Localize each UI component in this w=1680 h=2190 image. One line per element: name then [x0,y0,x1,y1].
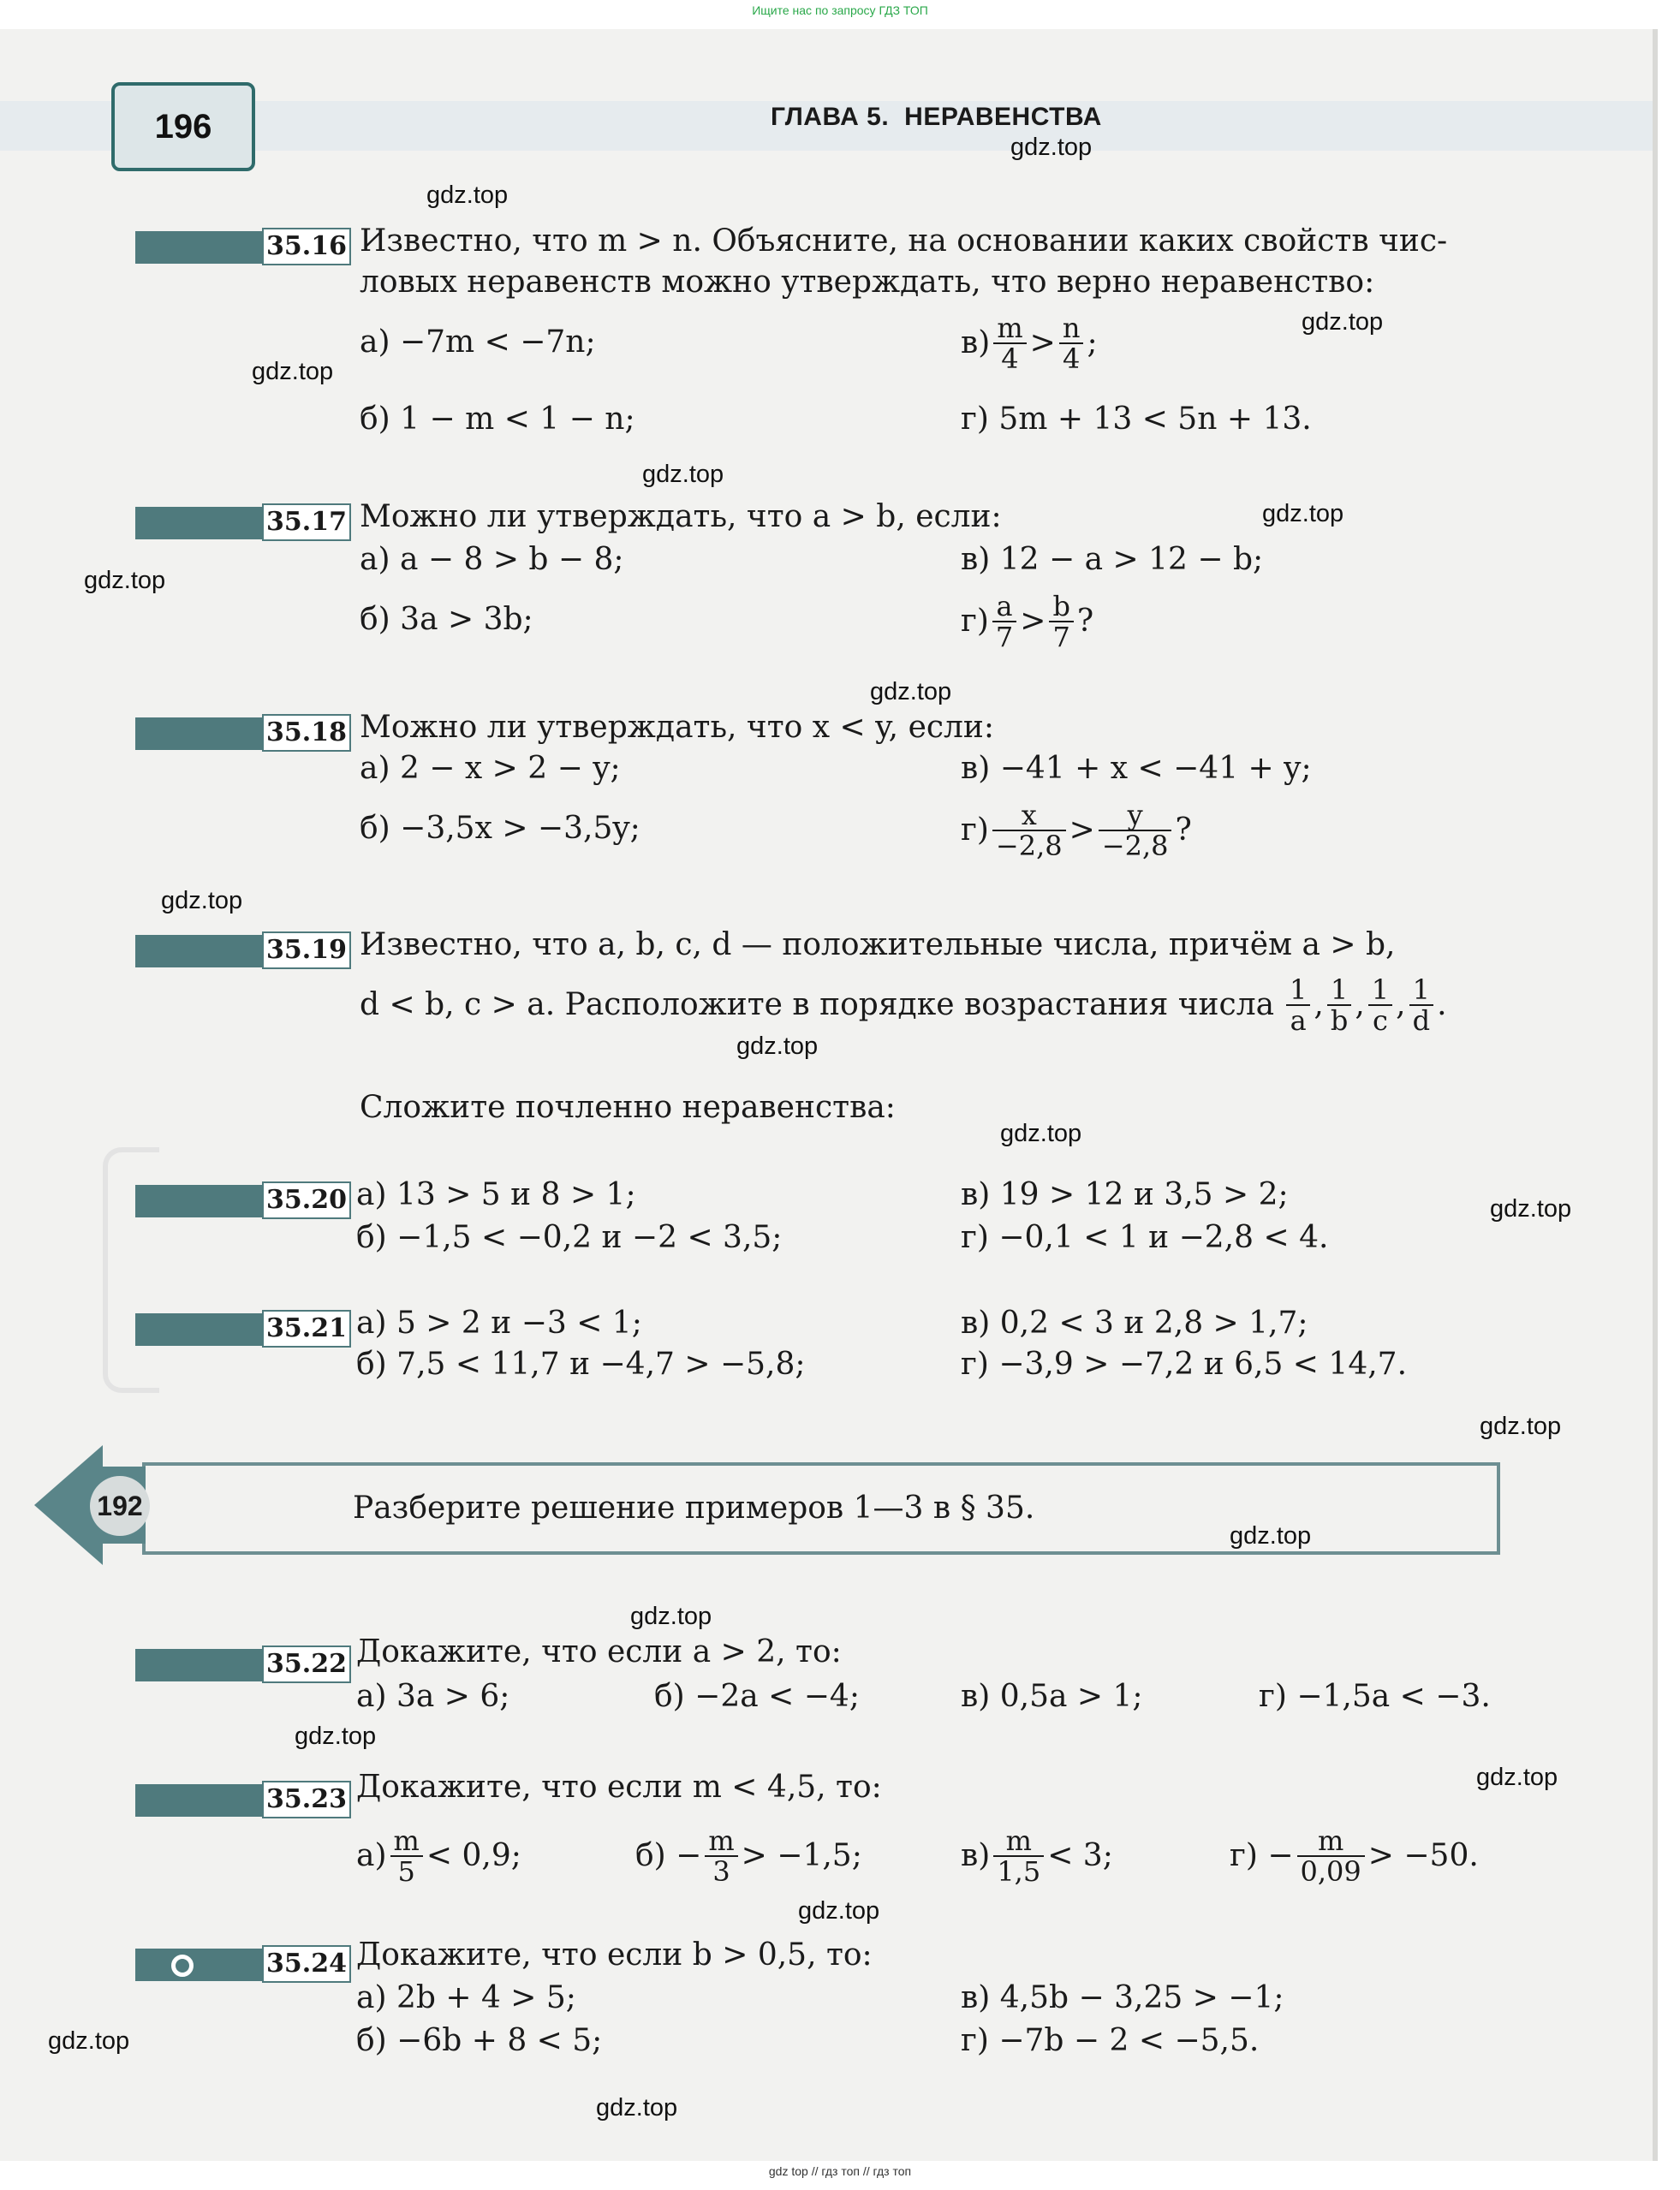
page-number: 196 [111,82,255,171]
problem-number-tag [135,1181,349,1217]
option-v [961,1825,1113,1887]
watermark: gdz.top [426,182,509,209]
watermark: gdz.top [1302,308,1384,336]
problem-number: 35.19 [262,931,351,969]
option-v: в) 0,2 < 3 и 2,8 > 1,7; [961,1306,1308,1341]
problem-number: 35.23 [262,1781,351,1818]
option-a: а) a − 8 > b − 8; [360,542,624,577]
watermark: gdz.top [642,461,724,488]
option-a: а) 2b + 4 > 5; [356,1980,576,2015]
problem-number-tag [135,931,349,967]
top-note: Ищите нас по запросу ГДЗ ТОП [752,3,928,17]
numerator: m [705,1826,737,1857]
watermark: gdz.top [736,1033,819,1060]
problem-number-tag [135,1781,349,1817]
watermark: gdz.top [252,358,334,385]
watermark: gdz.top [1476,1764,1558,1791]
problem-number-tag [135,1945,349,1981]
watermark: gdz.top [1010,134,1093,161]
problem-number-tag [135,1645,349,1681]
denominator: 4 [1062,342,1081,375]
problem-text: ловых неравенств можно утверждать, что верно неравенство: [360,265,1375,300]
option-v: в) 0,5a > 1; [961,1679,1143,1714]
watermark: gdz.top [295,1723,377,1750]
denominator: 1,5 [997,1855,1041,1888]
option-label: в) [961,325,991,360]
bottom-note: gdz top // гдз топ // гдз топ [768,2164,912,2178]
denominator: 5 [397,1855,415,1888]
option-a: а) 5 > 2 и −3 < 1; [356,1306,642,1341]
denominator: d [1412,1004,1431,1037]
problem-text: Докажите, что если b > 0,5, то: [356,1937,873,1973]
option-b: б) −1,5 < −0,2 и −2 < 3,5; [356,1220,783,1255]
option-b: б) −3,5x > −3,5y; [360,811,640,846]
option-b: б) 3a > 3b; [360,602,533,637]
problem-number: 35.18 [262,714,351,752]
watermark: gdz.top [596,2094,678,2122]
problem-number: 35.20 [262,1181,351,1219]
option-g [961,591,1093,652]
denominator: b [1330,1004,1349,1037]
punctuation: ; [1087,325,1098,360]
denominator: −2,8 [995,830,1063,862]
problem-text: Известно, что m > n. Объясните, на основании каких свойств чис- [360,223,1448,259]
numerator: y [1099,800,1172,831]
problem-number: 35.21 [262,1310,351,1348]
denominator: 3 [712,1855,730,1888]
problem-text: Можно ли утверждать, что x < y, если: [360,710,995,745]
option-g: г) −7b − 2 < −5,5. [961,2023,1260,2058]
watermark: gdz.top [1262,500,1344,527]
problem-number-tag [135,1310,349,1346]
denominator: −2,8 [1101,830,1169,862]
denominator: 0,09 [1300,1855,1361,1888]
circle-marker-icon [171,1955,194,1977]
option-g: г) −3,9 > −7,2 и 6,5 < 14,7. [961,1347,1408,1382]
option-a: а) 2 − x > 2 − y; [360,751,621,786]
operator: > [1069,812,1095,848]
problem-text: Докажите, что если a > 2, то: [356,1634,842,1669]
problem-number-tag [135,503,349,539]
numerator: x [992,800,1066,831]
option-g: г) 5m + 13 < 5n + 13. [961,402,1312,437]
option-label: г) [961,812,989,848]
problem-number-tag [135,228,349,264]
watermark: gdz.top [870,678,952,705]
denominator: c [1373,1004,1388,1037]
problem-number: 35.22 [262,1645,351,1683]
option-v: в) 19 > 12 и 3,5 > 2; [961,1177,1289,1212]
option-label: г) − [1230,1838,1294,1873]
numerator: 1 [1368,975,1392,1006]
option-label: б) − [635,1838,702,1873]
denominator: 7 [995,621,1014,653]
numerator: m [993,1826,1044,1857]
option-a [356,1825,521,1887]
option-b [635,1825,862,1887]
problem-text: d < b, c > a. Расположите в порядке возрастания числа $\frac{1}{a}$ , $\frac{1}{b}$ , $\frac{1}{c}$ , $\frac{1}{d}$ . [360,973,1447,1037]
watermark: gdz.top [1230,1522,1312,1550]
numerator: m [993,313,1026,344]
option-b: б) 1 − m < 1 − n; [360,402,635,437]
option-g [961,800,1192,861]
watermark: gdz.top [798,1897,880,1925]
watermark: gdz.top [48,2027,130,2055]
chapter-title [771,103,1102,132]
reference-page-number: 192 [90,1476,150,1536]
inequality: > −1,5; [741,1838,862,1873]
option-a: а) 3a > 6; [356,1679,510,1714]
option-label: а) [356,1838,387,1873]
problem-number: 35.16 [262,228,351,265]
text: d < b, c > a. Расположите в порядке возрастания числа [360,987,1275,1022]
punctuation: ? [1175,812,1192,848]
problem-number-tag [135,714,349,750]
inequality: < 3; [1047,1838,1113,1873]
section-heading: Сложите почленно неравенства: [360,1090,896,1125]
option-a: а) 13 > 5 и 8 > 1; [356,1177,636,1212]
chapter-name: НЕРАВЕНСТВА [904,103,1102,131]
numerator: m [390,1826,423,1857]
option-v: в) −41 + x < −41 + y; [961,751,1312,786]
problem-number: 35.17 [262,503,351,541]
denominator: a [1290,1004,1307,1037]
reference-text: Разберите решение примеров 1—3 в § 35. [353,1491,1035,1526]
option-g: г) −0,1 < 1 и −2,8 < 4. [961,1220,1329,1255]
option-b: б) 7,5 < 11,7 и −4,7 > −5,8; [356,1347,806,1382]
inequality: < 0,9; [426,1838,521,1873]
problem-text: Известно, что a, b, c, d — положительные числа, причём a > b, [360,927,1396,962]
numerator: m [1297,1826,1365,1857]
watermark: gdz.top [630,1603,712,1630]
option-v: в) 12 − a > 12 − b; [961,542,1264,577]
denominator: 4 [1001,342,1019,375]
denominator: 7 [1052,621,1070,653]
problem-number: 35.24 [262,1945,351,1983]
option-label: в) [961,1838,991,1873]
option-g [1230,1825,1479,1887]
chapter-label: ГЛАВА 5. [771,103,890,131]
numerator: n [1059,313,1084,344]
watermark: gdz.top [1000,1120,1082,1147]
inequality: > −50. [1367,1838,1479,1873]
operator: > [1020,604,1046,639]
option-v: в) 4,5b − 3,25 > −1; [961,1980,1284,2015]
option-a: а) −7m < −7n; [360,324,596,360]
operator: > [1029,325,1056,360]
problem-text: Можно ли утверждать, что a > b, если: [360,499,1002,534]
numerator: 1 [1286,975,1310,1006]
numerator: a [992,592,1016,622]
numerator: 1 [1409,975,1433,1006]
option-label: г) [961,604,989,639]
watermark: gdz.top [1480,1413,1562,1440]
option-b: б) −2a < −4; [654,1679,860,1714]
option-v [961,313,1098,373]
problem-text: Докажите, что если m < 4,5, то: [356,1770,882,1805]
numerator: b [1049,592,1073,622]
watermark: gdz.top [1490,1195,1572,1223]
punctuation: ? [1076,604,1094,639]
watermark: gdz.top [161,887,243,914]
numerator: 1 [1327,975,1351,1006]
option-g: г) −1,5a < −3. [1259,1679,1491,1714]
watermark: gdz.top [84,567,166,594]
option-b: б) −6b + 8 < 5; [356,2023,603,2058]
